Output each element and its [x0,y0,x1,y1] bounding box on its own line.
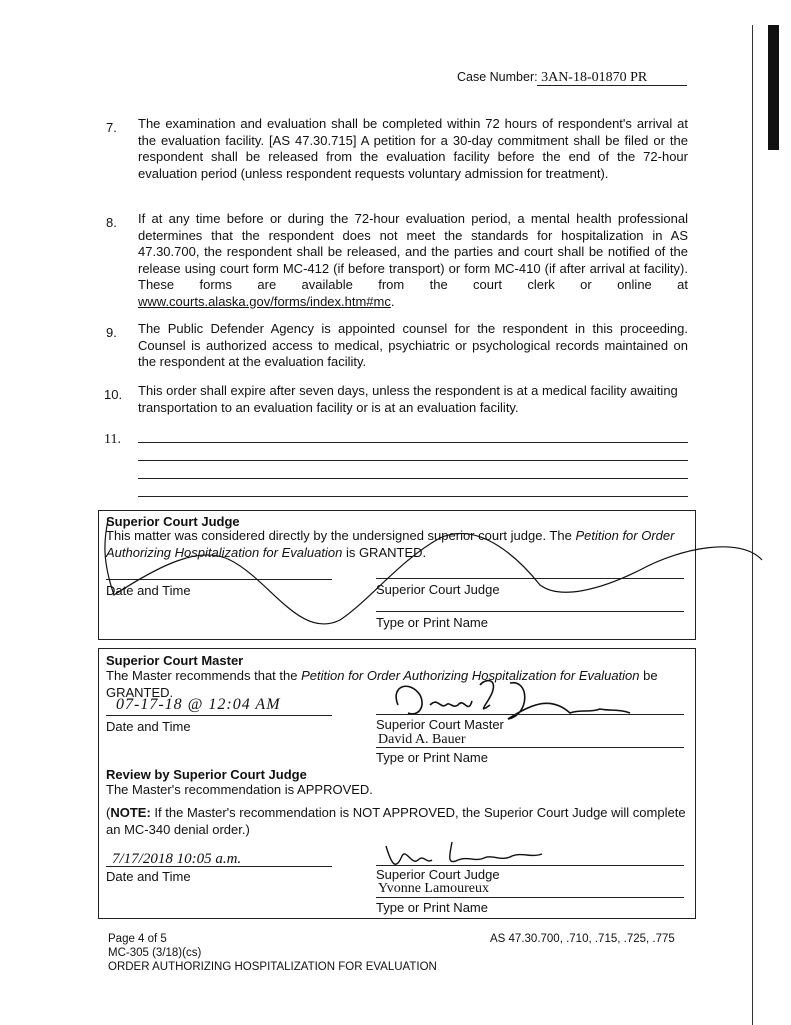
judge-box-text-italic: Petition for Order Authorizing Hospitalization for Evaluation [106,528,675,560]
review-date-label: Date and Time [106,869,191,884]
footer-page: Page 4 of 5 [108,933,167,945]
case-number-value: 3AN-18-01870 PR [541,70,648,85]
master-box-text-plain: The Master recommends that the [106,668,298,683]
note-text: If the Master's recommendation is NOT APPROVED, the Superior Court Judge will complete an MC-340 denial order.) [106,805,686,837]
judge-print-label: Type or Print Name [376,615,488,630]
master-box-text-end: be GRANTED. [106,668,658,700]
footer-form: MC-305 (3/18)(cs) [108,947,202,959]
review-date-line [106,866,332,867]
right-margin-line [752,25,753,1025]
master-box-text-italic: Petition for Order Authorizing Hospitalization for Evaluation [301,668,640,683]
item-8-number: 8. [106,215,117,230]
item-7-number: 7. [106,120,117,135]
judge-box-text [106,528,686,561]
judge-box-text-end: is GRANTED. [345,544,427,560]
item-10-number: 10. [104,387,123,402]
judge-sig-line [376,578,684,579]
master-sig-line [376,714,684,715]
item-10-text: This order shall expire after seven days, unless the respondent is at a medical facility awaiting transportation to an evaluation facility or is at an evaluation facility. [138,383,678,415]
review-print-label: Type or Print Name [376,900,488,915]
master-name: David A. Bauer [378,732,466,747]
master-date-label: Date and Time [106,719,191,734]
footer-title: ORDER AUTHORIZING HOSPITALIZATION FOR EVALUATION [108,961,437,973]
master-date-line [106,715,332,716]
judge-sig-label: Superior Court Judge [376,582,500,597]
master-print-label: Type or Print Name [376,750,488,765]
item-11-line-3 [138,478,688,479]
judge-print-line [376,611,684,612]
master-date-handwritten: 07-17-18 @ 12:04 AM [116,696,281,713]
review-note: (NOTE: If the Master's recommendation is NOT APPROVED, the Superior Court Judge will complete an MC-340 denial order.) [106,805,686,837]
review-sig-label: Superior Court Judge [376,867,500,882]
case-number-underline [537,85,687,86]
forms-link[interactable]: www.courts.alaska.gov/forms/index.htm#mc [138,293,391,309]
item-7-text: The examination and evaluation shall be completed within 72 hours of respondent's arrival at the evaluation facility. [AS 47.30.715] A petition for a 30-day commitment shall be filed or the respondent shall be released from the evaluation facility before the end of the 72-hour evaluation period (unless respondent requests voluntary admission for treatment). [138,116,688,181]
review-text: The Master's recommendation is APPROVED. [106,782,373,797]
master-sig-label: Superior Court Master [376,717,504,732]
case-number-label: Case Number: [457,70,538,84]
item-8-body: If at any time before or during the 72-hour evaluation period, a mental health professional determines that the respondent does not meet the standards for hospitalization in AS 47.30.700, the respondent shall be released, and the parties and court shall be notified of the release using court form MC-412 (if before transport) or form MC-410 (if after arrival at facility). These forms are available from the court clerk or online at [138,211,688,292]
judge-date-handwritten: 7/17/2018 10:05 a.m. [112,851,242,867]
judge-box-text-plain: This matter was considered directly by the undersigned superior court judge. The [106,528,572,543]
case-number-header [457,70,647,86]
master-print-line [376,747,684,748]
review-title: Review by Superior Court Judge [106,767,307,782]
item-11-line-1 [138,442,688,443]
judge-box-title: Superior Court Judge [106,514,240,529]
item-8-text [138,211,688,310]
item-11-line-4 [138,496,688,497]
judge-date-label: Date and Time [106,583,191,598]
item-8-period: . [390,293,395,309]
note-label: NOTE: [110,805,151,820]
review-sig-line [376,865,684,866]
footer-statute: AS 47.30.700, .710, .715, .725, .775 [490,933,675,945]
item-9-number: 9. [106,325,117,340]
master-box-title: Superior Court Master [106,653,244,668]
judge-date-line [106,579,332,580]
scan-mark-bar [768,25,779,150]
item-9-text: The Public Defender Agency is appointed counsel for the respondent in this proceeding. Counsel is authorized access to medical, psychiatric or psychological records maintained on the respondent at the evaluation facility. [138,321,688,369]
item-11-number: 11. [104,432,121,447]
item-11-line-2 [138,460,688,461]
review-print-line [376,897,684,898]
review-judge-name: Yvonne Lamoureux [378,881,489,896]
